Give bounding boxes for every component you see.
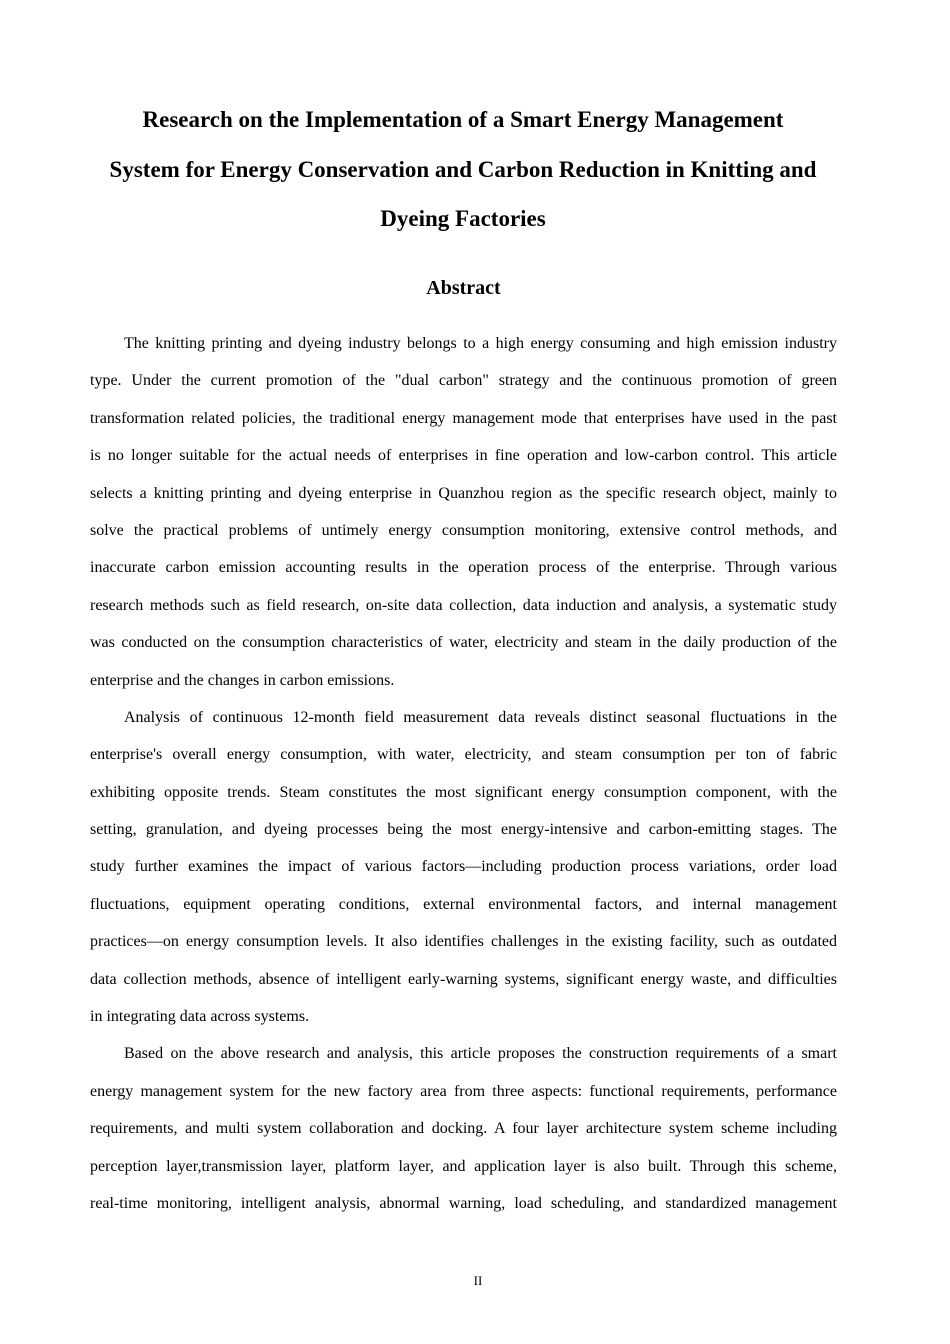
text-line: inaccurate carbon emission accounting results in the operation process of the enterprise. Through various <box>90 559 837 577</box>
text-line: perception layer,transmission layer, platform layer, and application layer is also built. Through this scheme, <box>90 1157 837 1175</box>
paper-title <box>60 95 866 244</box>
text-line: in integrating data across systems. <box>90 1008 310 1026</box>
title-line: Dyeing Factories <box>380 206 546 231</box>
text-line: setting, granulation, and dyeing processes being the most energy-intensive and carbon-emitting stages. The <box>90 821 837 839</box>
text-line: Based on the above research and analysis, this article proposes the construction requirements of a smart <box>124 1045 837 1063</box>
abstract-heading: Abstract <box>426 277 501 299</box>
abstract-paragraph <box>90 335 837 709</box>
text-line: energy management system for the new factory area from three aspects: functional requirements, performance <box>90 1082 837 1100</box>
abstract-paragraph <box>90 709 837 1046</box>
title-line: System for Energy Conservation and Carbon Reduction in Knitting and <box>109 156 817 182</box>
abstract-body <box>90 335 837 1232</box>
page-number: II <box>473 1273 483 1288</box>
text-line: practices—on energy consumption levels. It also identifies challenges in the existing facility, such as outdated <box>90 933 837 951</box>
text-line: exhibiting opposite trends. Steam constitutes the most significant energy consumption component, with the <box>90 783 837 801</box>
text-line: transformation related policies, the traditional energy management mode that enterprises have used in the past <box>90 409 837 427</box>
text-line: research methods such as field research, on-site data collection, data induction and analysis, a systematic study <box>90 596 837 614</box>
text-line: selects a knitting printing and dyeing enterprise in Quanzhou region as the specific research object, mainly to <box>90 484 837 502</box>
text-line: is no longer suitable for the actual needs of enterprises in fine operation and low-carbon control. This article <box>90 447 837 465</box>
text-line: Analysis of continuous 12-month field measurement data reveals distinct seasonal fluctuations in the <box>124 708 837 726</box>
text-line: The knitting printing and dyeing industry belongs to a high energy consuming and high emission industry <box>124 335 837 352</box>
text-line: requirements, and multi system collaboration and docking. A four layer architecture system scheme including <box>90 1120 837 1138</box>
text-line: real-time monitoring, intelligent analysis, abnormal warning, load scheduling, and standardized management <box>90 1194 837 1212</box>
text-line: data collection methods, absence of intelligent early-warning systems, significant energy waste, and difficulties <box>90 970 837 988</box>
title-line: Research on the Implementation of a Smart Energy Management <box>142 107 784 132</box>
text-line: study further examines the impact of various factors—including production process variations, order load <box>90 858 837 876</box>
text-line: was conducted on the consumption characteristics of water, electricity and steam in the daily production of the <box>90 634 837 652</box>
text-line: enterprise and the changes in carbon emissions. <box>90 671 395 689</box>
abstract-paragraph <box>90 1045 837 1232</box>
text-line: enterprise's overall energy consumption, with water, electricity, and steam consumption per ton of fabric <box>90 746 837 764</box>
text-line: solve the practical problems of untimely energy consumption monitoring, extensive control methods, and <box>90 521 837 539</box>
text-line: fluctuations, equipment operating conditions, external environmental factors, and internal management <box>90 895 837 913</box>
text-line: type. Under the current promotion of the "dual carbon" strategy and the continuous promotion of green <box>90 372 837 390</box>
